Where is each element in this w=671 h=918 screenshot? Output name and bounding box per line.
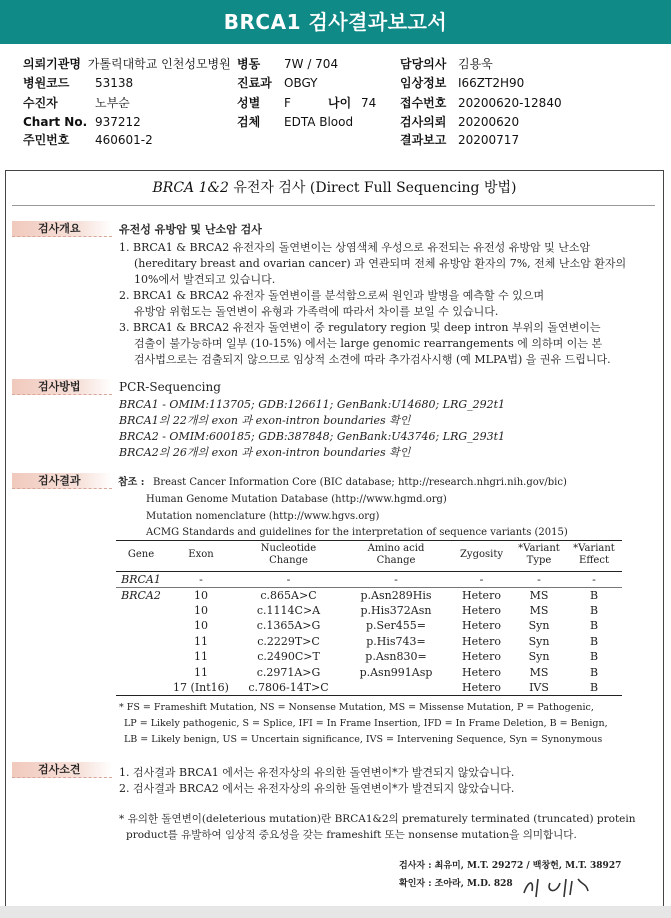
table-cell: p.Asn830= <box>365 650 427 664</box>
table-cell <box>116 649 166 665</box>
institution-label: 의뢰기관명 <box>23 57 81 71</box>
table-row <box>116 634 622 650</box>
table-cell: B <box>589 603 599 617</box>
institution-value: 가톨릭대학교 인천성모병원 <box>87 57 231 71</box>
table-cell: - <box>451 572 512 588</box>
method-line-3: BRCA2 - OMIM:600185; GDB:387848; GenBank:U43746; LRG_293t1 <box>119 430 506 443</box>
table-cell: 17 (Int16) <box>166 680 236 696</box>
table-cell: p.Asn991Asp <box>359 665 433 679</box>
department-label: 진료과 <box>237 76 272 90</box>
examiners: 검사자 : 최유미, M.T. 29272 / 백창헌, M.T. 38927 <box>399 861 622 871</box>
overview-line-3: 10%에서 발견되고 있습니다. <box>134 273 276 286</box>
table-cell: 11 <box>194 665 208 679</box>
table-cell: c.865A>C <box>260 588 317 602</box>
request-date-value: 20200620 <box>458 115 520 129</box>
document-title: BRCA 1&2 유전자 검사 (Direct Full Sequencing 방법) <box>152 180 517 196</box>
doctor-label: 담당의사 <box>400 57 447 71</box>
report-title: BRCA1 검사결과보고서 <box>0 0 671 44</box>
method-line-4: BRCA2의 26개의 exon 과 exon-intron boundaries 확인 <box>119 446 411 459</box>
report-date-label: 결과보고 <box>400 133 447 147</box>
table-cell: Syn <box>528 650 550 664</box>
table-row <box>116 572 622 588</box>
footnote-2: LP = Likely pathogenic, S = Splice, IFI = In Frame Insertion, IFD = In Frame Deletion, B = Benign, <box>124 718 608 729</box>
title-divider <box>12 205 655 206</box>
handwritten-signature <box>516 871 596 901</box>
ref-1: Breast Cancer Information Core (BIC database; http://research.nhgri.nih.gov/bic) <box>153 477 567 488</box>
overview-line-1: 1. BRCA1 & BRCA2 유전자의 돌연변이는 상염색체 우성으로 유전되는 유전성 유방암 및 난소암 <box>119 241 591 254</box>
patient-value: 노부순 <box>95 96 130 110</box>
table-cell: 11 <box>194 634 208 648</box>
overview-line-5: 유방암 위험도는 돌연변이 유형과 가족력에 따라서 차이를 보일 수 있습니다. <box>134 305 499 318</box>
footnote-3: LB = Likely benign, US = Uncertain significance, IVS = Intervening Sequence, Syn = Synonymous <box>124 734 603 745</box>
opinion-note-1: * 유의한 돌연변이(deleterious mutation)란 BRCA1&2의 prematurely terminated (truncated) protein <box>119 813 636 825</box>
ward-value: 7W / 704 <box>284 57 339 71</box>
table-cell: B <box>589 588 599 602</box>
method-line-2: BRCA1의 22개의 exon 과 exon-intron boundaries 확인 <box>119 414 411 427</box>
method-line-1: BRCA1 - OMIM:113705; GDB:126611; GenBank:U14680; LRG_292t1 <box>119 398 506 411</box>
table-cell <box>116 618 166 634</box>
resident-no-value: 460601-2 <box>95 133 153 147</box>
table-cell: IVS <box>512 680 566 696</box>
table-cell: - <box>341 572 451 588</box>
table-cell: B <box>589 634 599 648</box>
doctor-value: 김용욱 <box>458 57 493 71</box>
table-cell: Hetero <box>462 665 501 679</box>
col-zygosity: Zygosity <box>451 541 512 572</box>
overview-heading: 유전성 유방암 및 난소암 검사 <box>119 223 262 236</box>
table-row <box>116 587 622 603</box>
section-opinion-label: 검사소견 <box>12 762 112 778</box>
table-cell: Syn <box>528 619 550 633</box>
age-value: 74 <box>361 96 377 110</box>
overview-line-2: (hereditary breast and ovarian cancer) 과 연관되며 전체 유방암 환자의 7%, 전체 난소암 환자의 <box>134 257 627 270</box>
table-cell: - <box>166 572 236 588</box>
sex-value: F <box>284 96 291 110</box>
table-cell: B <box>589 650 599 664</box>
overview-line-6: 3. BRCA1 & BRCA2 유전자 돌연변이 중 regulatory region 및 deep intron 부위의 돌연변이는 <box>119 321 601 334</box>
table-row <box>116 618 622 634</box>
table-cell: MS <box>529 603 549 617</box>
overview-line-4: 2. BRCA1 & BRCA2 유전자 돌연변이를 분석함으로써 원인과 발병을 예측할 수 있으며 <box>119 289 545 302</box>
col-exon: Exon <box>166 541 236 572</box>
specimen-label: 검체 <box>237 115 261 129</box>
table-row <box>116 680 622 696</box>
page-bottom-edge <box>0 906 671 918</box>
section-result-label: 검사결과 <box>12 473 112 489</box>
table-cell: Hetero <box>462 588 501 602</box>
table-cell: B <box>589 619 599 633</box>
table-cell: Hetero <box>462 634 501 648</box>
table-cell: B <box>589 665 599 679</box>
chart-no-value: 937212 <box>95 115 141 129</box>
table-cell: p.His743= <box>366 634 426 648</box>
table-cell: c.2229T>C <box>257 634 320 648</box>
table-cell: - <box>512 572 566 588</box>
table-cell: 10 <box>194 588 208 602</box>
opinion-note-2: product를 유발하여 임상적 중요성을 갖는 frameshift 또는 nonsense mutation을 의미합니다. <box>126 829 577 841</box>
table-cell: Hetero <box>462 650 501 664</box>
table-cell: Hetero <box>451 680 512 696</box>
variant-table <box>116 540 622 696</box>
patient-label: 수진자 <box>23 96 58 110</box>
col-variant-type: *Variant Type <box>512 541 566 572</box>
table-cell: Syn <box>528 634 550 648</box>
ref-3: Mutation nomenclature (http://www.hgvs.org) <box>146 511 380 522</box>
ward-label: 병동 <box>237 57 261 71</box>
table-row <box>116 665 622 681</box>
department-value: OBGY <box>284 76 318 90</box>
section-overview-label: 검사개요 <box>12 221 112 237</box>
col-amino-acid: Amino acid Change <box>341 541 451 572</box>
table-cell: BRCA1 <box>116 572 166 588</box>
table-cell: Hetero <box>462 619 501 633</box>
variant-table-header <box>116 541 622 572</box>
table-cell: - <box>236 572 341 588</box>
col-variant-effect: *Variant Effect <box>566 541 622 572</box>
table-cell: 11 <box>194 650 208 664</box>
table-cell: B <box>566 680 622 696</box>
table-cell: c.1365A>G <box>256 619 321 633</box>
hospital-code-label: 병원코드 <box>23 76 70 90</box>
table-cell: p.His372Asn <box>360 603 432 617</box>
resident-no-label: 주민번호 <box>23 133 70 147</box>
table-cell: Hetero <box>462 603 501 617</box>
ref-2: Human Genome Mutation Database (http://www.hgmd.org) <box>146 494 447 505</box>
table-cell: BRCA2 <box>121 588 161 602</box>
table-cell: c.2490C>T <box>257 650 320 664</box>
overview-line-8: 검사법으로는 검출되지 않으므로 임상적 소견에 따라 추가검사시행 (예 MLPA법) 을 권유 드립니다. <box>134 353 611 366</box>
receipt-no-value: 20200620-12840 <box>458 96 562 110</box>
hospital-code-value: 53138 <box>95 76 134 90</box>
report-date-value: 20200717 <box>458 133 520 147</box>
table-cell <box>116 680 166 696</box>
chart-no-label: Chart No. <box>23 115 88 129</box>
clinical-info-label: 임상정보 <box>400 76 447 90</box>
receipt-no-label: 접수번호 <box>400 96 447 110</box>
table-cell: MS <box>529 588 549 602</box>
col-gene: Gene <box>116 541 166 572</box>
table-cell: 10 <box>194 619 208 633</box>
table-cell: 10 <box>194 603 208 617</box>
table-row <box>116 603 622 619</box>
section-method-label: 검사방법 <box>12 379 112 395</box>
table-cell: p.Asn289His <box>360 588 432 602</box>
table-cell: p.Ser455= <box>365 619 427 633</box>
col-nucleotide: Nucleotide Change <box>236 541 341 572</box>
specimen-value: EDTA Blood <box>284 115 354 129</box>
footnote-1: * FS = Frameshift Mutation, NS = Nonsense Mutation, MS = Missense Mutation, P = Pathogenic, <box>119 702 594 713</box>
age-label: 나이 <box>328 96 352 110</box>
table-cell: c.2971A>G <box>256 665 321 679</box>
table-cell <box>116 603 166 619</box>
confirmer: 확인자 : 조아라, M.D. 828 <box>399 879 513 889</box>
method-heading: PCR-Sequencing <box>119 380 221 394</box>
table-row <box>116 649 622 665</box>
table-cell: - <box>566 572 622 588</box>
table-cell: MS <box>529 665 549 679</box>
header-row-1 <box>23 57 231 72</box>
ref-4: ACMG Standards and guidelines for the interpretation of sequence variants (2015) <box>146 527 568 538</box>
clinical-info-value: I66ZT2H90 <box>458 76 525 90</box>
report-document <box>5 170 664 906</box>
overview-line-7: 검출이 불가능하며 일부 (10-15%) 에서는 large genomic rearrangements 에 의하며 이는 본 <box>134 337 603 350</box>
opinion-line-2: 2. 검사결과 BRCA2 에서는 유전자상의 유의한 돌연변이*가 발견되지 않았습니다. <box>119 782 515 795</box>
refs-label: 참조 : <box>118 477 145 488</box>
table-cell <box>341 680 451 696</box>
sex-label: 성별 <box>237 96 261 110</box>
request-date-label: 검사의뢰 <box>400 115 447 129</box>
opinion-line-1: 1. 검사결과 BRCA1 에서는 유전자상의 유의한 돌연변이*가 발견되지 않았습니다. <box>119 766 515 779</box>
table-cell: c.7806-14T>C <box>236 680 341 696</box>
table-cell: c.1114C>A <box>256 603 321 617</box>
table-cell <box>116 665 166 681</box>
table-cell <box>116 634 166 650</box>
